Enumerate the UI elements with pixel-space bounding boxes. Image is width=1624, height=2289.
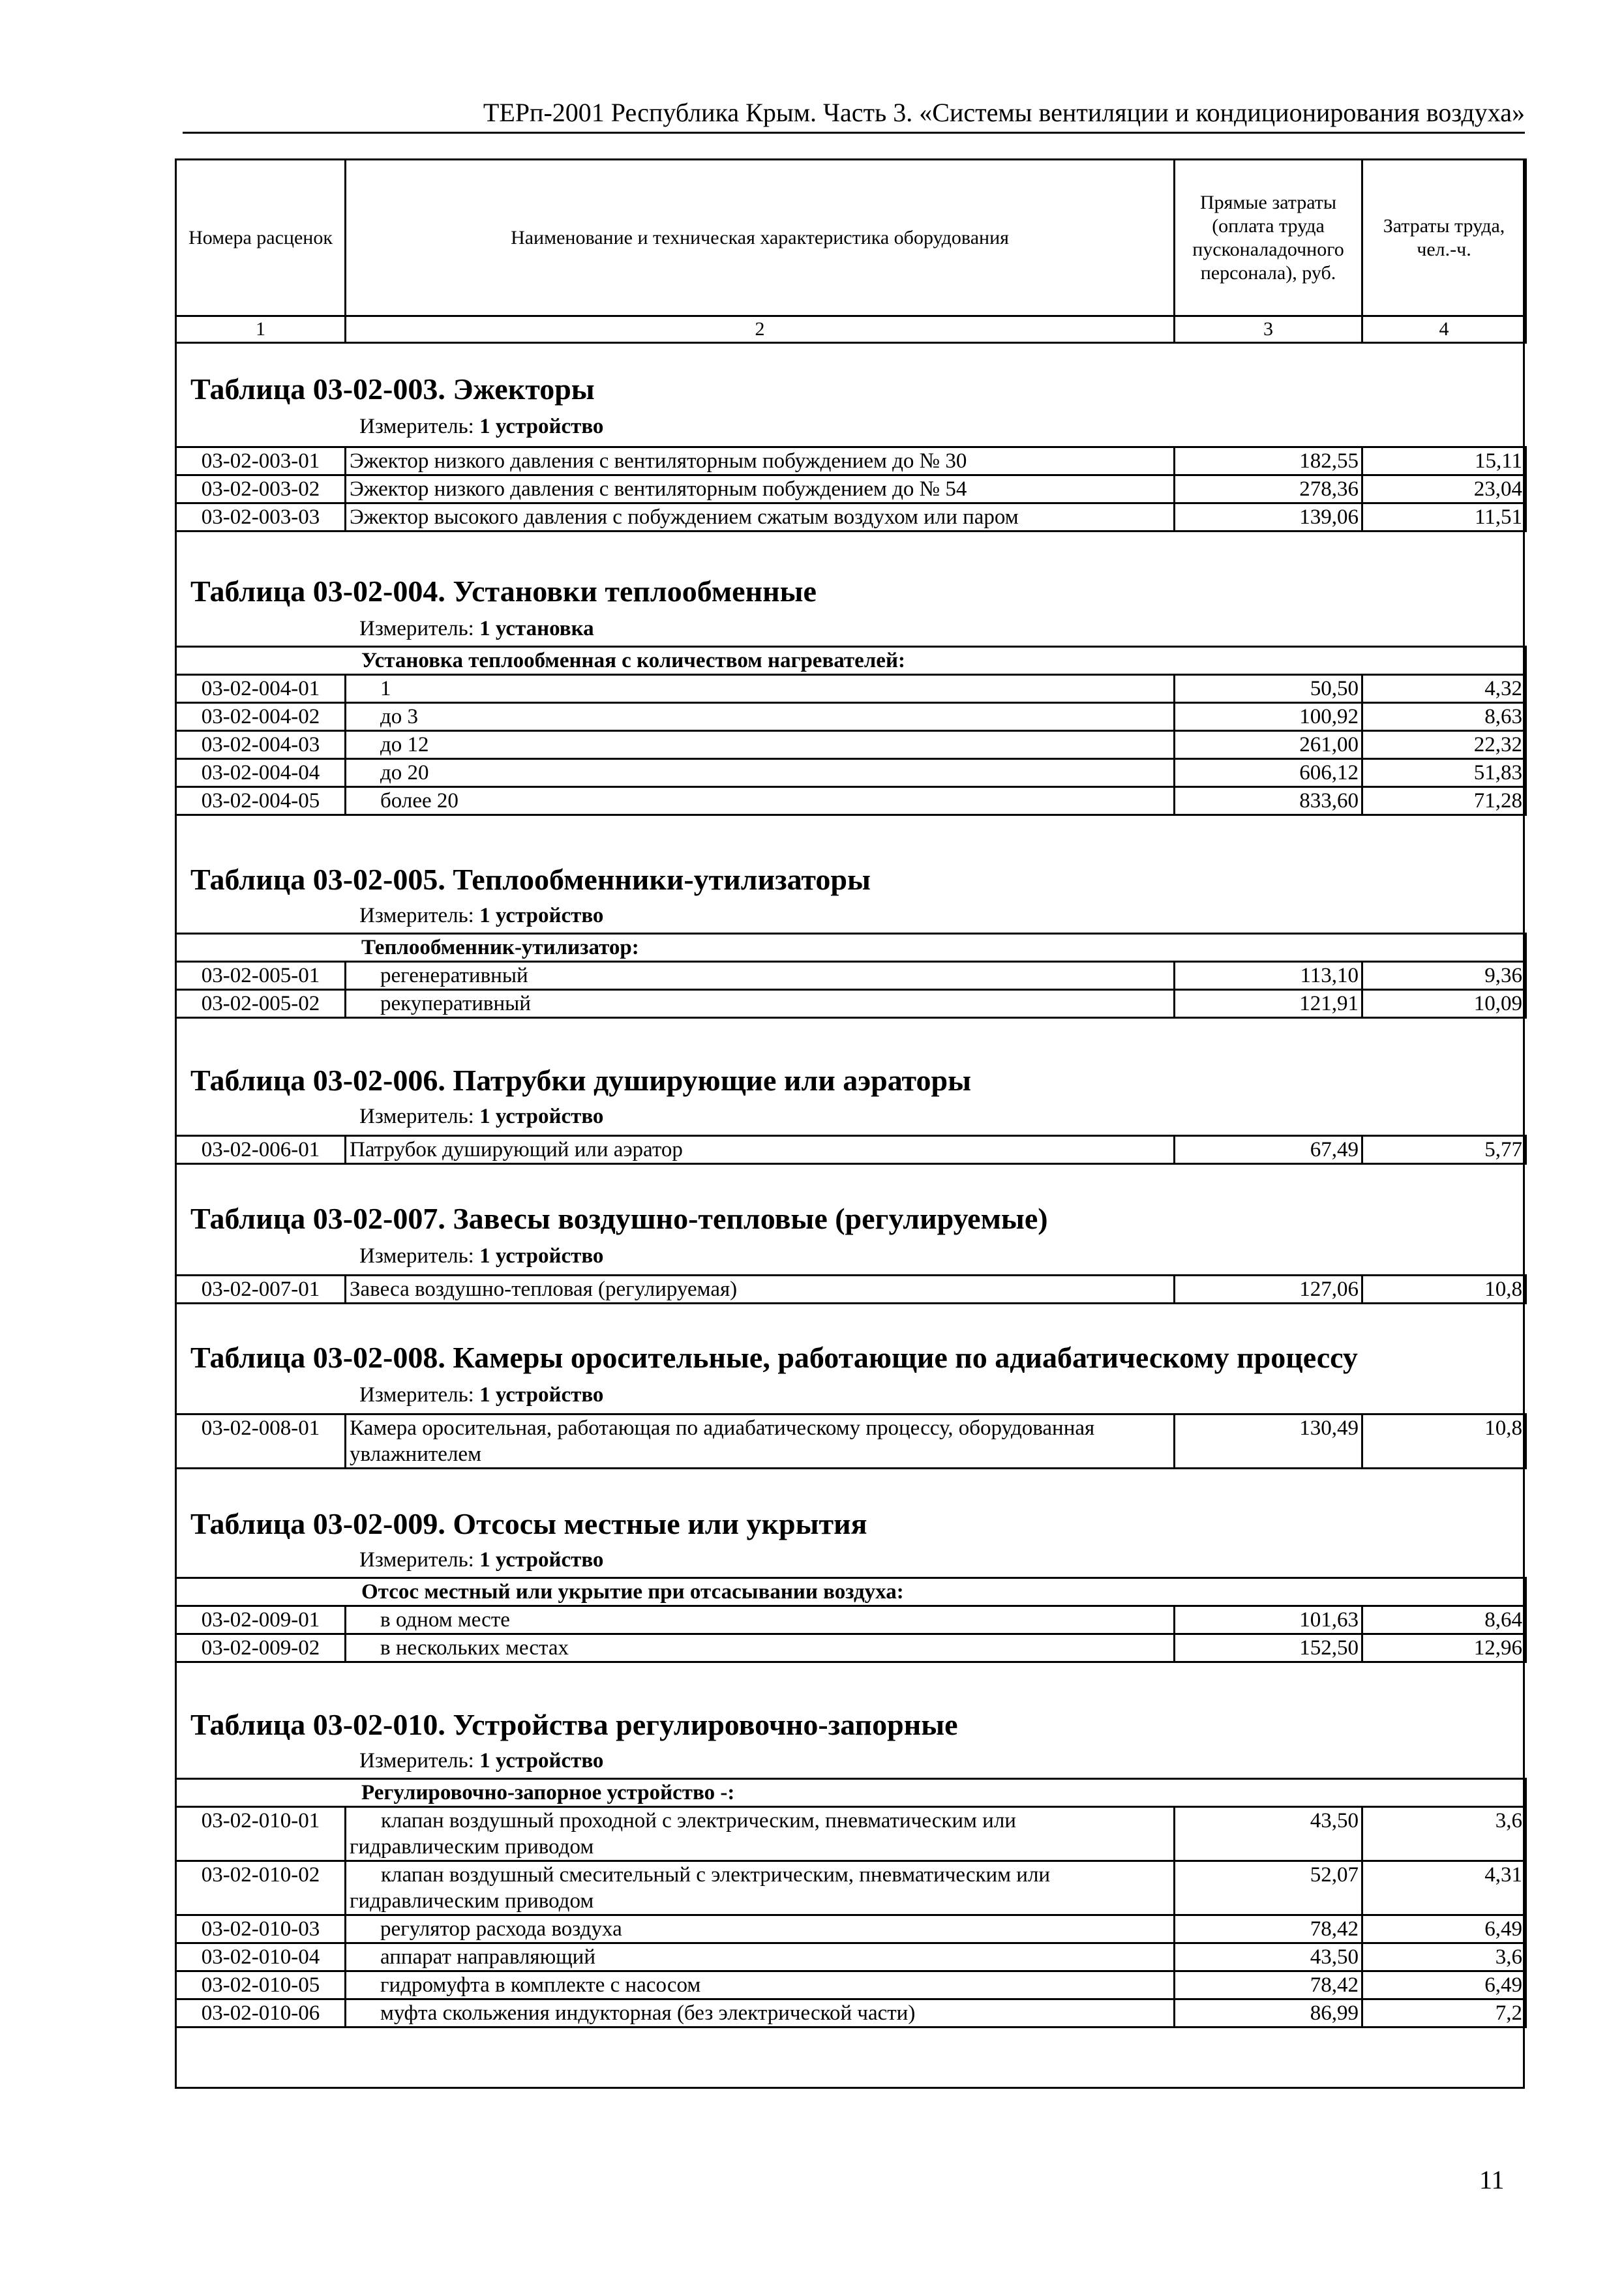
item-name: рекуперативный — [346, 990, 1175, 1018]
measure-label: Измеритель: — [359, 1749, 474, 1773]
direct-cost: 182,55 — [1175, 447, 1362, 475]
rate-code: 03-02-010-01 — [176, 1807, 346, 1861]
direct-cost: 261,00 — [1175, 731, 1362, 759]
direct-cost: 139,06 — [1175, 503, 1362, 531]
column-header — [175, 158, 1525, 344]
measure-line — [359, 1382, 603, 1408]
measure-label: Измеритель: — [359, 904, 474, 927]
measure-unit: 1 устройство — [479, 1548, 604, 1572]
rate-table — [175, 646, 1527, 816]
measure-unit: 1 устройство — [479, 1244, 604, 1268]
item-name: Эжектор низкого давления с вентиляторным побуждением до № 30 — [346, 447, 1175, 475]
item-name: в нескольких местах — [346, 1634, 1175, 1662]
measure-line — [359, 1748, 603, 1774]
direct-cost: 78,42 — [1175, 1971, 1362, 1999]
section-title: Таблица 03-02-008. Камеры оросительные, работающие по адиабатическому процессу — [190, 1341, 1358, 1374]
section-title: Таблица 03-02-009. Отсосы местные или укрытия — [190, 1507, 867, 1540]
rate-code: 03-02-004-03 — [176, 731, 346, 759]
rate-code: 03-02-010-02 — [176, 1861, 346, 1915]
measure-unit: 1 установка — [479, 617, 594, 640]
rate-code: 03-02-006-01 — [176, 1136, 346, 1164]
labor-cost: 3,6 — [1362, 1807, 1526, 1861]
header-rule — [183, 132, 1525, 134]
labor-cost: 10,8 — [1362, 1414, 1526, 1469]
item-name: в одном месте — [346, 1606, 1175, 1634]
direct-cost: 833,60 — [1175, 787, 1362, 815]
table-row — [176, 1999, 1526, 2027]
table-row — [176, 1861, 1526, 1915]
item-name: Эжектор низкого давления с вентиляторным побуждением до № 54 — [346, 475, 1175, 503]
item-name: Эжектор высокого давления с побуждением сжатым воздухом или паром — [346, 503, 1175, 531]
colhead-labor: Затраты труда, чел.-ч. — [1362, 160, 1526, 316]
section-title: Таблица 03-02-010. Устройства регулировочно-запорные — [190, 1708, 958, 1741]
rate-code: 03-02-004-05 — [176, 787, 346, 815]
rate-code: 03-02-010-04 — [176, 1943, 346, 1971]
measure-unit: 1 устройство — [479, 1383, 604, 1407]
direct-cost: 130,49 — [1175, 1414, 1362, 1469]
group-row — [176, 934, 1526, 962]
labor-cost: 5,77 — [1362, 1136, 1526, 1164]
direct-cost: 50,50 — [1175, 675, 1362, 703]
table-row — [176, 1943, 1526, 1971]
table-row — [176, 731, 1526, 759]
rate-table — [175, 933, 1527, 1019]
rate-table — [175, 1135, 1527, 1165]
labor-cost: 12,96 — [1362, 1634, 1526, 1662]
colnum-4: 4 — [1362, 316, 1526, 343]
group-row — [176, 1779, 1526, 1807]
measure-label: Измеритель: — [359, 1244, 474, 1268]
rate-code: 03-02-005-01 — [176, 962, 346, 990]
direct-cost: 121,91 — [1175, 990, 1362, 1018]
table-row — [176, 447, 1526, 475]
labor-cost: 71,28 — [1362, 787, 1526, 815]
direct-cost: 127,06 — [1175, 1276, 1362, 1304]
table-row — [176, 1634, 1526, 1662]
rate-code: 03-02-010-05 — [176, 1971, 346, 1999]
table-row — [176, 1971, 1526, 1999]
labor-cost: 8,63 — [1362, 703, 1526, 731]
rate-code: 03-02-009-01 — [176, 1606, 346, 1634]
rate-code: 03-02-010-06 — [176, 1999, 346, 2027]
labor-cost: 51,83 — [1362, 759, 1526, 787]
rate-code: 03-02-009-02 — [176, 1634, 346, 1662]
measure-line — [359, 1103, 603, 1130]
rate-code: 03-02-003-02 — [176, 475, 346, 503]
table-row — [176, 990, 1526, 1018]
labor-cost: 10,8 — [1362, 1276, 1526, 1304]
measure-label: Измеритель: — [359, 1383, 474, 1407]
section-title: Таблица 03-02-004. Установки теплообменные — [190, 575, 817, 608]
labor-cost: 22,32 — [1362, 731, 1526, 759]
labor-cost: 6,49 — [1362, 1971, 1526, 1999]
rate-code: 03-02-003-03 — [176, 503, 346, 531]
rate-code: 03-02-004-04 — [176, 759, 346, 787]
direct-cost: 43,50 — [1175, 1807, 1362, 1861]
item-name: до 12 — [346, 731, 1175, 759]
measure-unit: 1 устройство — [479, 415, 604, 438]
table-row — [176, 962, 1526, 990]
item-name: клапан воздушный проходной с электрическим, пневматическим или гидравлическим приводом — [346, 1807, 1175, 1861]
item-name: аппарат направляющий — [346, 1943, 1175, 1971]
measure-label: Измеритель: — [359, 617, 474, 640]
rate-table — [175, 1413, 1527, 1469]
table-row — [176, 1807, 1526, 1861]
table-row — [176, 1606, 1526, 1634]
rate-code: 03-02-005-02 — [176, 990, 346, 1018]
rate-code: 03-02-007-01 — [176, 1276, 346, 1304]
labor-cost: 9,36 — [1362, 962, 1526, 990]
measure-line — [359, 1243, 603, 1269]
direct-cost: 278,36 — [1175, 475, 1362, 503]
direct-cost: 152,50 — [1175, 1634, 1362, 1662]
labor-cost: 4,31 — [1362, 1861, 1526, 1915]
item-name: до 20 — [346, 759, 1175, 787]
rate-table — [175, 446, 1527, 532]
colhead-code: Номера расценок — [176, 160, 346, 316]
rate-code: 03-02-003-01 — [176, 447, 346, 475]
labor-cost: 4,32 — [1362, 675, 1526, 703]
colhead-name: Наименование и техническая характеристика оборудования — [346, 160, 1175, 316]
item-name: гидромуфта в комплекте с насосом — [346, 1971, 1175, 1999]
rate-code: 03-02-004-01 — [176, 675, 346, 703]
labor-cost: 8,64 — [1362, 1606, 1526, 1634]
measure-line — [359, 1547, 603, 1573]
labor-cost: 11,51 — [1362, 503, 1526, 531]
table-row — [176, 1414, 1526, 1469]
measure-unit: 1 устройство — [479, 904, 604, 927]
section-title: Таблица 03-02-005. Теплообменники-утилизаторы — [190, 863, 871, 896]
measure-label: Измеритель: — [359, 415, 474, 438]
colnum-3: 3 — [1175, 316, 1362, 343]
group-heading: Регулировочно-запорное устройство -: — [176, 1779, 1526, 1807]
labor-cost: 15,11 — [1362, 447, 1526, 475]
labor-cost: 3,6 — [1362, 1943, 1526, 1971]
measure-line — [359, 413, 603, 440]
direct-cost: 606,12 — [1175, 759, 1362, 787]
group-row — [176, 647, 1526, 675]
rate-code: 03-02-004-02 — [176, 703, 346, 731]
section-title: Таблица 03-02-007. Завесы воздушно-тепловые (регулируемые) — [190, 1202, 1048, 1235]
table-row — [176, 1915, 1526, 1943]
measure-unit: 1 устройство — [479, 1105, 604, 1128]
direct-cost: 78,42 — [1175, 1915, 1362, 1943]
table-row — [176, 503, 1526, 531]
direct-cost: 86,99 — [1175, 1999, 1362, 2027]
group-heading: Установка теплообменная с количеством нагревателей: — [176, 647, 1526, 675]
running-header: ТЕРп-2001 Республика Крым. Часть 3. «Системы вентиляции и кондиционирования воздуха» — [483, 98, 1525, 127]
labor-cost: 23,04 — [1362, 475, 1526, 503]
direct-cost: 101,63 — [1175, 1606, 1362, 1634]
table-row — [176, 1276, 1526, 1304]
item-name: муфта скольжения индукторная (без электрической части) — [346, 1999, 1175, 2027]
measure-unit: 1 устройство — [479, 1749, 604, 1773]
table-row — [176, 475, 1526, 503]
group-heading: Отсос местный или укрытие при отсасывании воздуха: — [176, 1578, 1526, 1606]
group-row — [176, 1578, 1526, 1606]
table-row — [176, 759, 1526, 787]
item-name: до 3 — [346, 703, 1175, 731]
colnum-2: 2 — [346, 316, 1175, 343]
direct-cost: 43,50 — [1175, 1943, 1362, 1971]
item-name: Завеса воздушно-тепловая (регулируемая) — [346, 1276, 1175, 1304]
direct-cost: 52,07 — [1175, 1861, 1362, 1915]
colnum-1: 1 — [176, 316, 346, 343]
page-number: 11 — [1479, 2165, 1505, 2194]
section-title: Таблица 03-02-003. Эжекторы — [190, 372, 595, 406]
item-name: регулятор расхода воздуха — [346, 1915, 1175, 1943]
labor-cost: 10,09 — [1362, 990, 1526, 1018]
direct-cost: 67,49 — [1175, 1136, 1362, 1164]
colhead-cost: Прямые затраты (оплата труда пусконаладочного персонала), руб. — [1175, 160, 1362, 316]
item-name: регенеративный — [346, 962, 1175, 990]
table-row — [176, 703, 1526, 731]
rate-code: 03-02-010-03 — [176, 1915, 346, 1943]
table-row — [176, 675, 1526, 703]
item-name: Камера оросительная, работающая по адиабатическому процессу, оборудованная увлажнителем — [346, 1414, 1175, 1469]
section-title: Таблица 03-02-006. Патрубки душирующие или аэраторы — [190, 1064, 972, 1097]
direct-cost: 100,92 — [1175, 703, 1362, 731]
rate-code: 03-02-008-01 — [176, 1414, 346, 1469]
rate-table — [175, 1577, 1527, 1663]
item-name: 1 — [346, 675, 1175, 703]
item-name: клапан воздушный смесительный с электрическим, пневматическим или гидравлическим приводом — [346, 1861, 1175, 1915]
item-name: Патрубок душирующий или аэратор — [346, 1136, 1175, 1164]
table-row — [176, 787, 1526, 815]
table-row — [176, 1136, 1526, 1164]
group-heading: Теплообменник-утилизатор: — [176, 934, 1526, 962]
measure-label: Измеритель: — [359, 1548, 474, 1572]
rate-table — [175, 1778, 1527, 2028]
measure-line — [359, 616, 594, 642]
rate-table — [175, 1274, 1527, 1304]
labor-cost: 6,49 — [1362, 1915, 1526, 1943]
labor-cost: 7,2 — [1362, 1999, 1526, 2027]
item-name: более 20 — [346, 787, 1175, 815]
measure-line — [359, 903, 603, 929]
measure-label: Измеритель: — [359, 1105, 474, 1128]
direct-cost: 113,10 — [1175, 962, 1362, 990]
